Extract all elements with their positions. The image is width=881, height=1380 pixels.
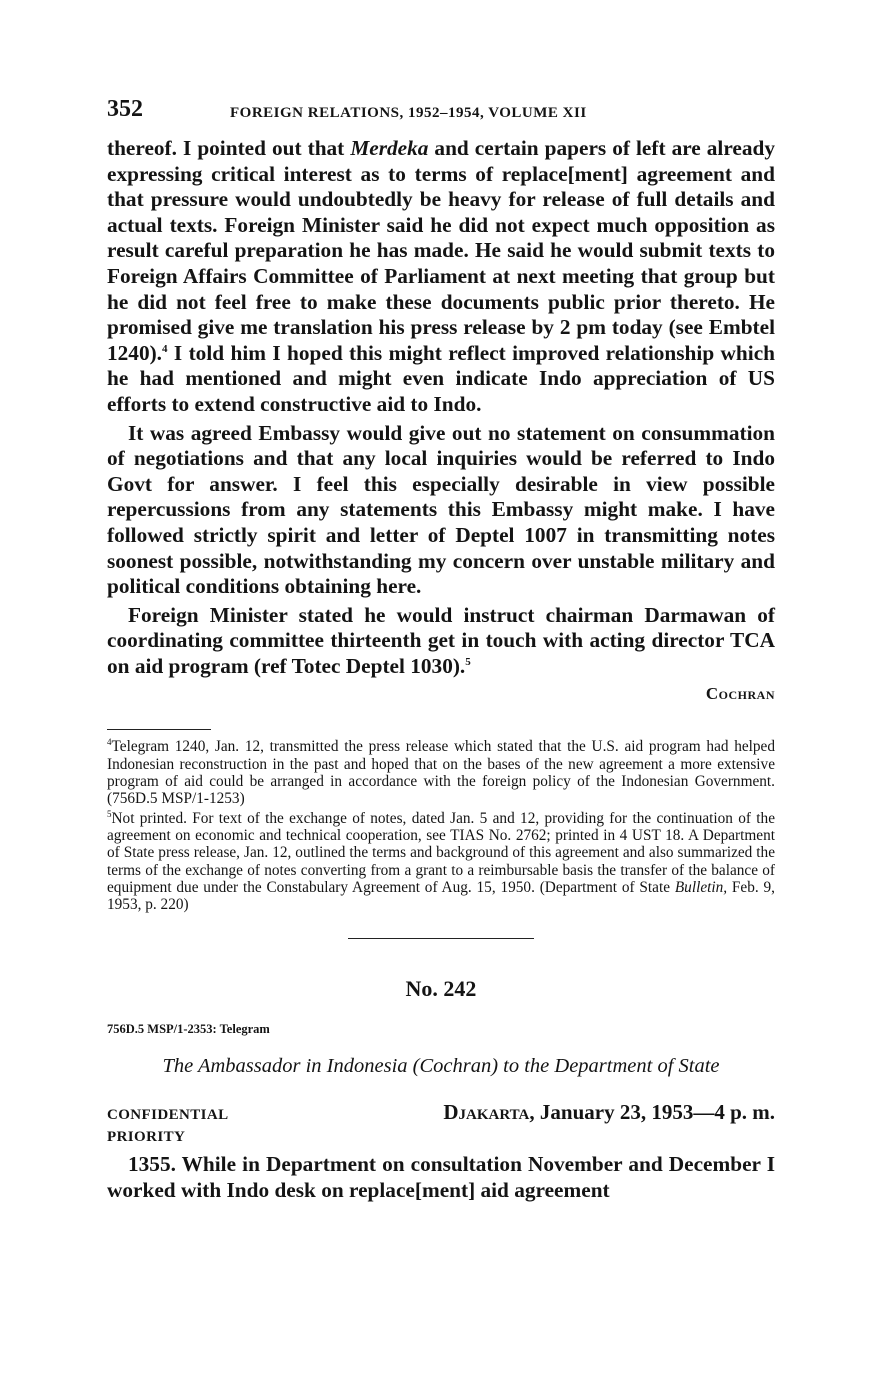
footnote-ref-5: 5 bbox=[465, 655, 471, 668]
body-text bbox=[107, 136, 775, 711]
document-page bbox=[107, 96, 775, 1204]
paragraph-2: It was agreed Embassy would give out no statement on consummation of negotiations and that any local inquiries would be referred to Indo Govt for answer. I feel this especially desirable in view possible repercussions from any statements this Embassy might make. I have followed strictly spirit and letter of Deptel 1007 in transmitting notes soonest possible, notwithstanding my concern over unstable military and political conditions obtaining here. bbox=[107, 420, 775, 599]
document-number: No. 242 bbox=[405, 976, 477, 1002]
signature: Cochran bbox=[705, 684, 775, 704]
footnote-5: $^5$Not printed. For text of the exchange of notes, dated Jan. 5 and 12, providing for the continuation of the agreement on economic and technical cooperation, see TIAS No. 2762; printed in 4 UST 18. A Department of State press release, Jan. 12, outlined the terms and background of this agreement and also summarized the terms of the exchange of notes converting from a grant to a reimbursable basis the transfer of the balance of equipment due under the Constabulary Agreement of Aug. 15, 1950. (Department of State Bulletin, Feb. 9, 1953, p. 220) bbox=[107, 808, 775, 914]
telegram-opening: 1355. While in Department on consultation November and December I worked with Indo desk on replace[ment] aid agreement bbox=[107, 1152, 775, 1203]
dateline-date: January 23, 1953—4 p. m. bbox=[534, 1100, 775, 1125]
dateline-row bbox=[107, 1100, 775, 1144]
footnotes bbox=[107, 738, 775, 913]
running-title: FOREIGN RELATIONS, 1952–1954, VOLUME XII bbox=[230, 105, 587, 121]
dateline-place: Djakarta, bbox=[443, 1100, 535, 1125]
classification-confidential: CONFIDENTIAL bbox=[107, 1107, 229, 1124]
classification bbox=[107, 1104, 228, 1148]
footnote-ref-4: 4 bbox=[162, 342, 168, 355]
paragraph-3: Foreign Minister stated he would instruct chairman Darmawan of coordinating committee thirteenth get in touch with acting director TCA on aid program (ref Totec Deptel 1030).$^5$ bbox=[107, 602, 775, 678]
paragraph-1: thereof. I pointed out that Merdeka and certain papers of left are already expressing critical interest as to terms of replace[ment] agreement and that pressure would undoubtedly be heavy for release of full details and actual texts. Foreign Minister said he did not expect much opposition as result careful preparation he has made. He said he would submit texts to Foreign Affairs Committee of Parliament at next meeting that group but he did not feel free to make these documents public prior thereto. He promised give me translation his press release by 2 pm today (see Embtel 1240).$^4$ I told him I hoped this might reflect improved relationship which he had mentioned and might even indicate Indo appreciation of US efforts to extend constructive aid to Indo. bbox=[107, 136, 775, 416]
section-divider bbox=[348, 938, 534, 939]
document-title: The Ambassador in Indonesia (Cochran) to the Department of State bbox=[162, 1055, 720, 1078]
footnote-divider bbox=[107, 729, 211, 730]
newspaper-name: Merdeka bbox=[350, 136, 429, 160]
footnote-4: $^4$Telegram 1240, Jan. 12, transmitted the press release which stated that the U.S. aid program had helped Indonesian reconstruction in the past and hoped that on the bases of the new agreement a more extensive program of aid could be arranged in accordance with the foreign policy of the Indonesian Government. (756D.5 MSP/1-1253) bbox=[107, 737, 775, 808]
telegram-body bbox=[107, 1152, 775, 1203]
file-reference: 756D.5 MSP/1-2353: Telegram bbox=[107, 1022, 270, 1037]
classification-priority: PRIORITY bbox=[107, 1129, 186, 1146]
dateline bbox=[443, 1100, 775, 1125]
page-number: 352 bbox=[107, 96, 143, 122]
running-head bbox=[107, 96, 775, 136]
